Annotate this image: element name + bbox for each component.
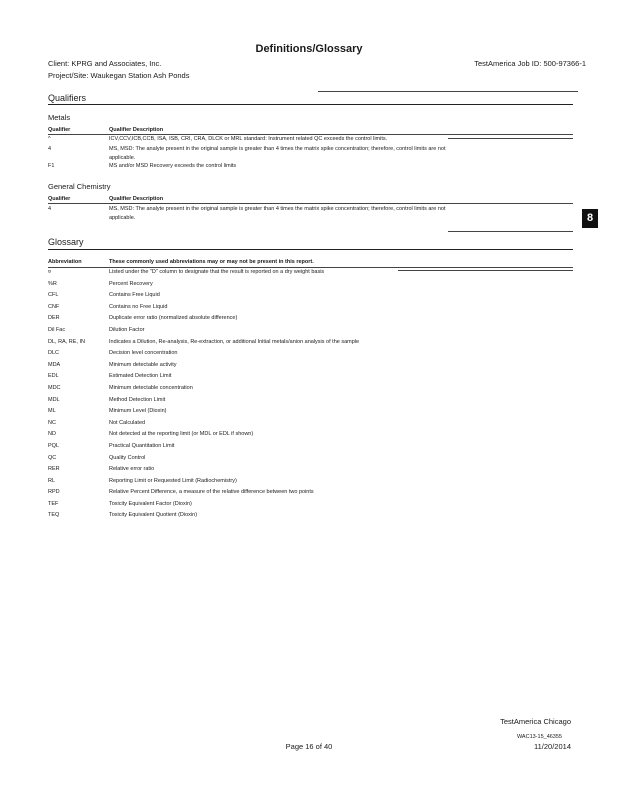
table-row xyxy=(48,443,578,455)
abbreviation: Dil Fac xyxy=(48,326,66,333)
qualifier-description: MS, MSD: The analyte present in the original sample is greater than 4 times the matrix spike concentration; therefore, control limits are not xyxy=(109,206,446,212)
genchem-col-description: Qualifier Description xyxy=(109,196,164,202)
table-row xyxy=(48,215,578,223)
table-row xyxy=(48,206,578,215)
abbreviation-description: Not detected at the reporting limit (or MDL or EDL if shown) xyxy=(109,431,254,438)
abbreviation-description: Relative error ratio xyxy=(109,466,155,473)
abbreviation-description: Contains no Free Liquid xyxy=(109,303,168,310)
table-row xyxy=(48,466,578,478)
abbreviation: ML xyxy=(48,408,56,415)
scan-mark xyxy=(448,231,573,232)
table-row xyxy=(48,155,578,163)
table-row xyxy=(48,373,578,385)
table-row xyxy=(48,315,578,327)
abbreviation-description: Minimum Level (Dioxin) xyxy=(109,408,167,415)
table-row xyxy=(48,420,578,432)
abbreviation-description: Not Calculated xyxy=(109,419,146,426)
abbreviation: NC xyxy=(48,419,56,426)
qualifier-code xyxy=(48,215,109,223)
metals-col-description: Qualifier Description xyxy=(109,127,164,133)
qualifier-description: applicable. xyxy=(109,215,136,221)
abbreviation: MDA xyxy=(48,361,61,368)
abbreviation: RL xyxy=(48,477,56,484)
metals-rows xyxy=(48,136,578,171)
abbreviation: CFL xyxy=(48,292,59,299)
table-row xyxy=(48,281,578,293)
abbreviation: RPD xyxy=(48,489,60,496)
abbreviation: ND xyxy=(48,431,56,438)
abbreviation: %R xyxy=(48,280,57,287)
abbreviation: TEF xyxy=(48,500,59,507)
qualifier-code xyxy=(48,155,109,163)
abbreviation-description: Minimum detectable concentration xyxy=(109,384,193,391)
table-row xyxy=(48,163,578,171)
table-row xyxy=(48,501,578,513)
abbreviation: DL, RA, RE, IN xyxy=(48,338,85,345)
glossary-col-abbreviation: Abbreviation xyxy=(48,259,82,265)
qualifier-description: ICV,CCV,ICB,CCB, ISA, ISB, CRI, CRA, DLCK or MRL standard: Instrument related QC exceeds the control limits. xyxy=(109,136,388,142)
abbreviation: TEQ xyxy=(48,512,60,519)
scan-mark xyxy=(398,270,573,271)
qualifiers-heading: Qualifiers xyxy=(48,93,87,103)
page-title: Definitions/Glossary xyxy=(255,43,363,55)
table-row xyxy=(48,304,578,316)
abbreviation-description: Dilution Factor xyxy=(109,326,145,333)
glossary-col-description: These commonly used abbreviations may or may not be present in this report. xyxy=(109,259,314,265)
table-row xyxy=(48,385,578,397)
job-id: TestAmerica Job ID: 500-97366-1 xyxy=(474,59,586,68)
general-chemistry-subheading: General Chemistry xyxy=(48,182,111,191)
qualifier-description: applicable. xyxy=(109,155,136,161)
metals-subheading: Metals xyxy=(48,113,71,122)
abbreviation-description: Contains Free Liquid xyxy=(109,292,160,299)
abbreviation: EDL xyxy=(48,373,59,380)
project-line: Project/Site: Waukegan Station Ash Ponds xyxy=(48,71,190,80)
scan-mark xyxy=(448,138,573,139)
table-row xyxy=(48,350,578,362)
abbreviation-description: Listed under the "D" column to designate that the result is reported on a dry weight basis xyxy=(109,269,325,275)
table-row xyxy=(48,339,578,351)
abbreviation: DER xyxy=(48,315,60,322)
qualifier-code: ^ xyxy=(48,136,51,142)
metals-header-rule xyxy=(48,134,573,135)
glossary-rule xyxy=(48,249,573,250)
footer-date: 11/20/2014 xyxy=(534,742,571,751)
table-row xyxy=(48,478,578,490)
abbreviation-description: Toxicity Equivalent Quotient (Dioxin) xyxy=(109,512,198,519)
abbreviation-description: Estimated Detection Limit xyxy=(109,373,172,380)
genchem-header-rule xyxy=(48,203,573,204)
qualifier-code: 4 xyxy=(48,146,52,152)
table-row xyxy=(48,431,578,443)
table-row xyxy=(48,146,578,155)
abbreviation-description: Relative Percent Difference, a measure of the relative difference between two points xyxy=(109,489,314,496)
client-line: Client: KPRG and Associates, Inc. xyxy=(48,59,162,68)
abbreviation: MDC xyxy=(48,384,61,391)
section-tab-marker: 8 xyxy=(582,209,598,228)
abbreviation-description: Indicates a Dilution, Re-analysis, Re-extraction, or additional Initial metals/anion analysis of the sample xyxy=(109,338,360,345)
qualifier-description: MS, MSD: The analyte present in the original sample is greater than 4 times the matrix spike concentration; therefore, control limits are not xyxy=(109,146,446,152)
abbreviation-description: Percent Recovery xyxy=(109,280,153,287)
abbreviation: RER xyxy=(48,466,60,473)
qualifier-description: MS and/or MSD Recovery exceeds the control limits xyxy=(109,163,237,169)
qualifier-code: F1 xyxy=(48,163,55,169)
abbreviation-description: Quality Control xyxy=(109,454,146,461)
footer-document-id: WAC13-15_46355 xyxy=(516,734,562,740)
table-row xyxy=(48,397,578,409)
footer-lab-name: TestAmerica Chicago xyxy=(500,717,571,726)
glossary-heading: Glossary xyxy=(48,237,84,247)
qualifiers-rule xyxy=(48,104,573,105)
abbreviation-description: Duplicate error ratio (normalized absolute difference) xyxy=(109,315,238,322)
abbreviation: CNF xyxy=(48,303,60,310)
abbreviation: ¤ xyxy=(48,269,52,275)
glossary-header-rule xyxy=(48,267,573,268)
abbreviation: MDL xyxy=(48,396,60,403)
abbreviation-description: Toxicity Equivalent Factor (Dioxin) xyxy=(109,500,192,507)
abbreviation: PQL xyxy=(48,442,60,449)
abbreviation-description: Minimum detectable activity xyxy=(109,361,177,368)
abbreviation-description: Decision level concentration xyxy=(109,350,178,357)
abbreviation: DLC xyxy=(48,350,60,357)
genchem-col-qualifier: Qualifier xyxy=(48,196,71,202)
table-row xyxy=(48,408,578,420)
table-row xyxy=(48,292,578,304)
metals-col-qualifier: Qualifier xyxy=(48,127,71,133)
genchem-rows xyxy=(48,206,578,223)
table-row xyxy=(48,455,578,467)
abbreviation-description: Reporting Limit or Requested Limit (Radiochemistry) xyxy=(109,477,237,484)
table-row xyxy=(48,327,578,339)
table-row xyxy=(48,489,578,501)
glossary-rows xyxy=(48,269,578,524)
table-row xyxy=(48,362,578,374)
qualifier-code: 4 xyxy=(48,206,52,212)
abbreviation: QC xyxy=(48,454,57,461)
abbreviation-description: Practical Quantitation Limit xyxy=(109,442,175,449)
scan-mark xyxy=(318,91,578,92)
abbreviation-description: Method Detection Limit xyxy=(109,396,166,403)
table-row xyxy=(48,512,578,524)
page-number: Page 16 of 40 xyxy=(285,742,333,751)
